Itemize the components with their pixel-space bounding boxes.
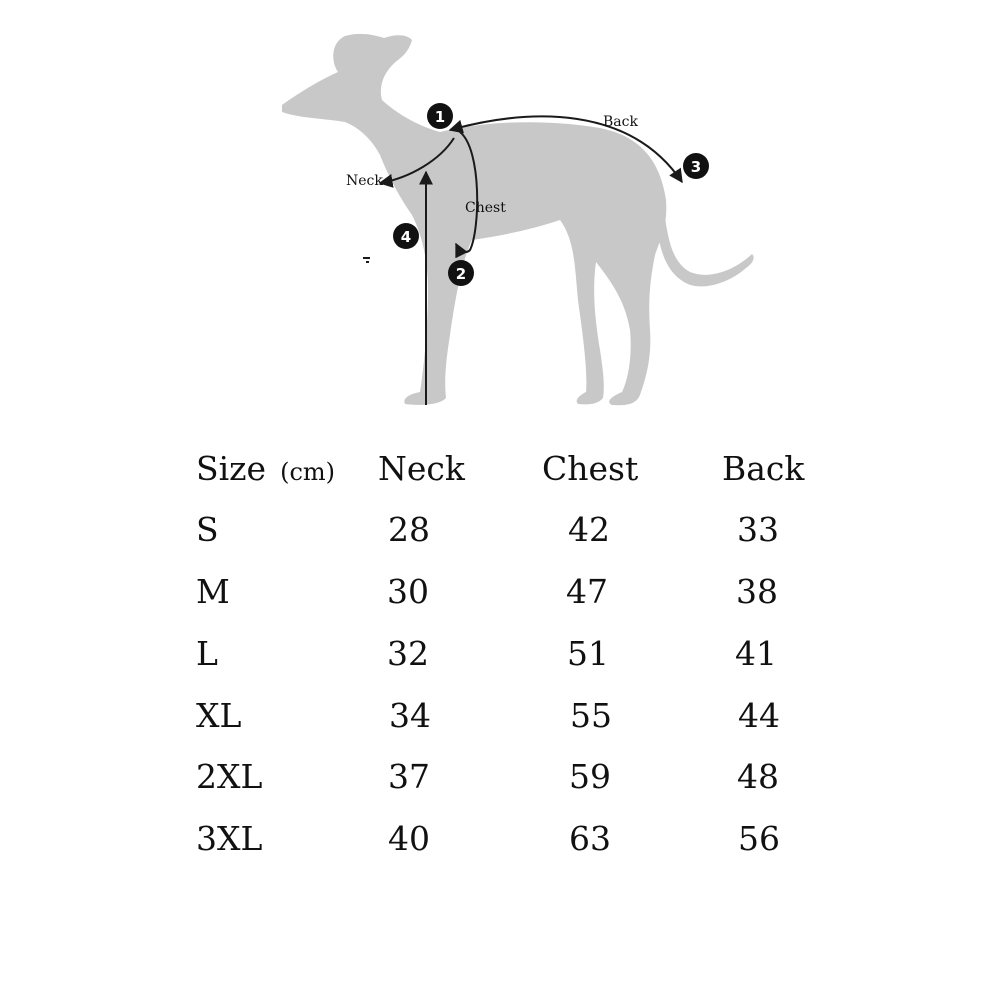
row-back: 44 <box>738 696 780 735</box>
svg-text:2: 2 <box>455 265 467 283</box>
row-size: 2XL <box>196 757 263 796</box>
row-back: 41 <box>735 634 777 673</box>
row-neck: 34 <box>389 696 431 735</box>
row-chest: 42 <box>568 510 610 549</box>
row-chest: 59 <box>569 757 611 796</box>
row-chest: 47 <box>566 572 608 611</box>
back-diagram-label: Back <box>603 114 638 130</box>
header-unit: (cm) <box>280 458 336 486</box>
row-neck: 30 <box>387 572 429 611</box>
chest-diagram-label: Chest <box>465 200 506 216</box>
row-back: 33 <box>737 510 779 549</box>
row-size: XL <box>196 696 242 735</box>
neck-diagram-label: Neck <box>346 173 383 189</box>
row-size: S <box>196 510 219 549</box>
row-neck: 40 <box>388 819 430 858</box>
row-back: 38 <box>736 572 778 611</box>
svg-text:3: 3 <box>690 158 702 176</box>
row-neck: 28 <box>388 510 430 549</box>
row-size: 3XL <box>196 819 263 858</box>
header-size <box>196 449 336 488</box>
header-chest: Chest <box>542 449 639 488</box>
row-back: 48 <box>737 757 779 796</box>
row-neck: 32 <box>387 634 429 673</box>
header-back: Back <box>722 449 805 488</box>
row-size: L <box>196 634 218 673</box>
header-size-label: Size <box>196 449 267 488</box>
row-back: 56 <box>738 819 780 858</box>
svg-text:1: 1 <box>434 108 446 126</box>
svg-text:4: 4 <box>400 228 412 246</box>
row-size: M <box>196 572 230 611</box>
row-neck: 37 <box>388 757 430 796</box>
header-neck: Neck <box>378 449 465 488</box>
row-chest: 55 <box>570 696 612 735</box>
row-chest: 63 <box>569 819 611 858</box>
row-chest: 51 <box>567 634 609 673</box>
